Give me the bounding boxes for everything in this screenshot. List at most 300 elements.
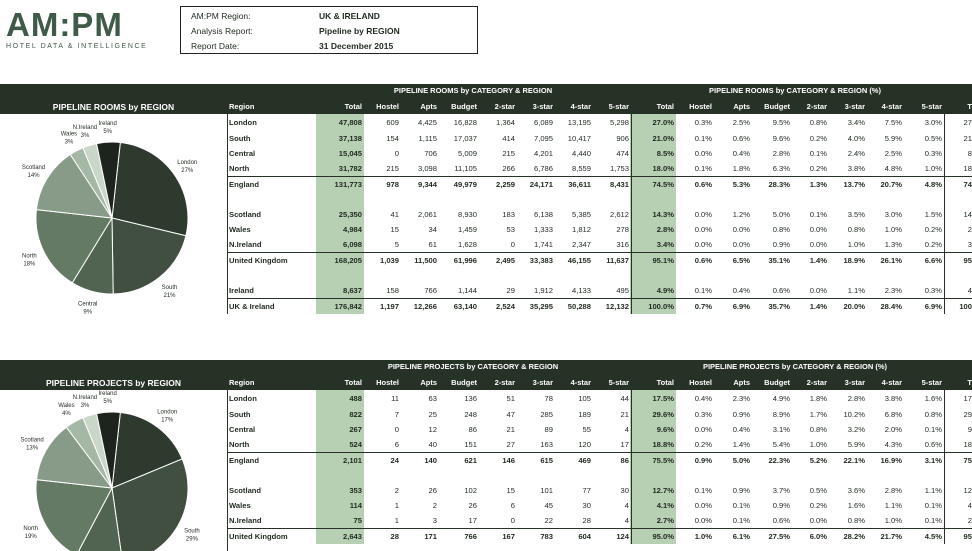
table-cell: 0.6% — [772, 286, 790, 295]
table-row — [227, 498, 972, 513]
table-cell: 1.0% — [884, 516, 902, 525]
table-cell: 2.5% — [732, 118, 750, 127]
table-cell: 95 — [963, 532, 972, 541]
table-cell: 0.0% — [694, 425, 712, 434]
table-cell: 10.2% — [843, 410, 865, 419]
pie-label-name: N.Ireland — [72, 125, 98, 132]
table-cell: 3.5% — [847, 210, 865, 219]
table-cell: 35.1% — [768, 256, 790, 265]
table-cell: 151 — [464, 440, 477, 449]
pie-label-name: South — [161, 284, 178, 291]
table-cell: 11,637 — [606, 256, 629, 265]
pie-label-name: Ireland — [98, 391, 117, 398]
table-cell: 33,383 — [529, 256, 553, 265]
info-label: Report Date: — [191, 41, 240, 51]
table-cell: 0.8% — [924, 410, 942, 419]
table-row — [227, 177, 972, 192]
table-cell: 61 — [428, 240, 437, 249]
table-cell: 6,098 — [342, 240, 362, 249]
column-header: Region — [229, 378, 255, 387]
table-cell: 22.1% — [843, 456, 865, 465]
table-row — [227, 437, 972, 452]
table-cell: 154 — [386, 134, 399, 143]
table-cell: 171 — [424, 532, 437, 541]
table-cell: 131,773 — [334, 180, 362, 189]
table-cell: 2.8% — [847, 394, 865, 403]
table-cell: 24 — [390, 456, 399, 465]
table-cell: 285 — [540, 410, 553, 419]
table-cell: 6,089 — [533, 118, 553, 127]
table-cell: 21 — [963, 134, 972, 143]
table-cell: 0.0% — [809, 225, 827, 234]
table-cell: 0 — [510, 240, 515, 249]
table-cell: 3,098 — [417, 164, 437, 173]
rooms-panel — [0, 84, 972, 316]
table-cell: 4,984 — [342, 225, 362, 234]
table-cell: 5.2% — [809, 456, 827, 465]
table-cell: 2.8% — [884, 486, 902, 495]
table-cell: 13,195 — [567, 118, 591, 127]
pie-label-percent: 13% — [26, 445, 39, 452]
table-cell: 6.9% — [732, 302, 750, 311]
table-cell: 40 — [428, 440, 437, 449]
table-cell: 0.8% — [847, 225, 865, 234]
table-cell: 163 — [540, 440, 553, 449]
table-cell: 0.3% — [694, 118, 712, 127]
table-cell: 1,741 — [533, 240, 553, 249]
table-cell: 266 — [502, 164, 515, 173]
table-cell: 6.6% — [924, 256, 942, 265]
table-cell: 4 — [624, 516, 629, 525]
table-cell: 3.0% — [924, 118, 942, 127]
table-cell: 0.6% — [694, 256, 712, 265]
table-cell: 0.0% — [694, 240, 712, 249]
table-cell: 10,417 — [567, 134, 591, 143]
table-cell: 3 — [967, 240, 972, 249]
table-cell: 1,628 — [457, 240, 477, 249]
column-header: Hostel — [689, 102, 712, 111]
table-cell: 1.3% — [809, 180, 827, 189]
table-cell: 30 — [582, 501, 591, 510]
info-value: Pipeline by REGION — [319, 26, 400, 36]
table-cell: 21 — [620, 410, 629, 419]
table-cell: 0.8% — [847, 516, 865, 525]
table-cell: 49,979 — [453, 180, 477, 189]
table-cell: 2.8% — [772, 149, 790, 158]
pie-label-name: Ireland — [98, 121, 117, 128]
column-header: Apts — [733, 378, 750, 387]
region-name: Wales — [229, 225, 251, 234]
region-name: England — [229, 180, 259, 189]
table-cell: 3.0% — [884, 210, 902, 219]
table-cell: 11,500 — [414, 256, 437, 265]
table-cell: 1,912 — [533, 286, 553, 295]
region-name: United Kingdom — [229, 532, 288, 541]
table-cell: 3.8% — [884, 394, 902, 403]
table-cell: 35.7% — [768, 302, 790, 311]
table-row — [227, 146, 972, 161]
region-name: N.Ireland — [229, 516, 262, 525]
table-cell: 16,828 — [453, 118, 477, 127]
table-cell: 9.6% — [656, 425, 674, 434]
table-cell: 1,144 — [457, 286, 477, 295]
table-cell: 0.9% — [772, 501, 790, 510]
column-header: 2-star — [806, 102, 827, 111]
table-cell: 5,385 — [571, 210, 591, 219]
table-cell: 6.8% — [884, 410, 902, 419]
table-cell: 5.9% — [884, 134, 902, 143]
table-cell: 6.9% — [924, 302, 942, 311]
region-name: Wales — [229, 501, 251, 510]
column-header: 5-star — [608, 102, 629, 111]
table-cell: 248 — [464, 410, 477, 419]
table-cell: 2.7% — [656, 516, 674, 525]
table-cell: 4,425 — [417, 118, 437, 127]
pie-label-percent: 3% — [80, 133, 90, 140]
column-header: 4-star — [570, 378, 591, 387]
table-cell: 2 — [967, 225, 972, 234]
table-cell: 766 — [424, 286, 437, 295]
table-cell: 168,205 — [334, 256, 362, 265]
region-name: London — [229, 118, 257, 127]
logo-subtitle: HOTEL DATA & INTELLIGENCE — [6, 43, 148, 50]
table-cell: 2,495 — [495, 256, 515, 265]
table-cell: 1.1% — [924, 486, 942, 495]
table-cell: 1.0% — [884, 225, 902, 234]
table-cell: 28.4% — [880, 302, 902, 311]
table-cell: 7 — [394, 410, 399, 419]
column-header: Apts — [733, 102, 750, 111]
column-header: Total — [656, 102, 674, 111]
table-cell: 4.9% — [772, 394, 790, 403]
table-cell: 1 — [394, 501, 399, 510]
table-cell: 74 — [963, 180, 972, 189]
table-cell: 3 — [432, 516, 437, 525]
table-cell: 2.3% — [732, 394, 750, 403]
column-header: Total — [344, 102, 362, 111]
region-name: London — [229, 394, 257, 403]
table-cell: 2,101 — [342, 456, 362, 465]
table-row — [227, 299, 972, 314]
table-cell: 9.5% — [772, 118, 790, 127]
table-cell: 18 — [963, 440, 972, 449]
table-cell: 0.2% — [924, 225, 942, 234]
table-cell: 1.7% — [809, 410, 827, 419]
column-header: Hostel — [376, 378, 399, 387]
column-header: 3-star — [844, 378, 865, 387]
table-cell: 100 — [959, 302, 972, 311]
rooms-counts-group-title: PIPELINE ROOMS by CATEGORY & REGION — [393, 86, 553, 95]
region-name: United Kingdom — [229, 256, 288, 265]
table-row — [227, 422, 972, 437]
table-cell: 1,197 — [379, 302, 399, 311]
table-cell: 822 — [349, 410, 362, 419]
table-cell: 469 — [578, 456, 591, 465]
table-cell: 95 — [963, 256, 972, 265]
table-cell: 2.3% — [884, 286, 902, 295]
table-cell: 1.8% — [732, 164, 750, 173]
table-row — [227, 453, 972, 468]
table-cell: 524 — [349, 440, 362, 449]
projects-panel — [0, 360, 972, 551]
rooms-pie-chart — [0, 114, 226, 314]
pie-label-percent: 3% — [80, 403, 90, 410]
pie-label-name: Wales — [58, 403, 75, 410]
column-header: 5-star — [608, 378, 629, 387]
table-cell: 31,782 — [338, 164, 362, 173]
column-header: 4-star — [881, 102, 902, 111]
table-cell: 136 — [464, 394, 477, 403]
column-header-row — [227, 376, 972, 390]
table-cell: 0.1% — [694, 164, 712, 173]
table-cell: 8.5% — [656, 149, 674, 158]
table-cell: 2,524 — [495, 302, 515, 311]
table-cell: 2,347 — [571, 240, 591, 249]
table-cell: 0.1% — [924, 501, 942, 510]
table-cell: 63 — [428, 394, 437, 403]
pie-label-name: Wales — [60, 131, 78, 138]
table-cell: 0.0% — [809, 516, 827, 525]
pie-label-percent: 14% — [27, 172, 40, 179]
pie-label-percent: 29% — [185, 536, 198, 543]
table-cell: 2,061 — [417, 210, 437, 219]
table-cell: 609 — [386, 118, 399, 127]
table-cell: 0.5% — [924, 134, 942, 143]
table-cell: 4 — [624, 501, 629, 510]
pie-label-percent: 27% — [181, 168, 194, 175]
table-cell: 45 — [544, 501, 553, 510]
table-cell: 1.4% — [809, 302, 827, 311]
table-cell: 28 — [390, 532, 399, 541]
table-cell: 89 — [544, 425, 553, 434]
table-cell: 36,611 — [568, 180, 591, 189]
pie-label-percent: 18% — [23, 261, 36, 268]
table-cell: 2.0% — [884, 425, 902, 434]
table-cell: 4.3% — [884, 440, 902, 449]
column-header: Apts — [420, 378, 437, 387]
table-cell: 51 — [506, 394, 515, 403]
table-cell: 77 — [582, 486, 591, 495]
table-cell: 11 — [391, 394, 399, 403]
total-rule — [227, 528, 972, 529]
table-cell: 4.1% — [656, 501, 674, 510]
table-cell: 1.0% — [847, 240, 865, 249]
table-cell: 20.7% — [880, 180, 902, 189]
table-cell: 5,009 — [457, 149, 477, 158]
table-cell: 1.5% — [924, 210, 942, 219]
table-cell: 316 — [616, 240, 629, 249]
table-cell: 1,039 — [379, 256, 399, 265]
projects-pie-title: PIPELINE PROJECTS by REGION — [0, 376, 227, 390]
table-cell: 0.1% — [924, 516, 942, 525]
table-cell: 1.1% — [847, 286, 865, 295]
table-cell: 189 — [578, 410, 591, 419]
table-cell: 8,559 — [571, 164, 591, 173]
table-cell: 12,132 — [605, 302, 629, 311]
table-cell: 706 — [424, 149, 437, 158]
table-cell: 0.8% — [809, 425, 827, 434]
column-header: 5-star — [921, 378, 942, 387]
table-cell: 5,298 — [609, 118, 629, 127]
table-cell: 0.9% — [694, 456, 712, 465]
table-cell: 0 — [510, 516, 515, 525]
table-cell: 14.3% — [652, 210, 674, 219]
table-cell: 4.8% — [924, 180, 942, 189]
table-cell: 20.0% — [843, 302, 865, 311]
table-cell: 604 — [578, 532, 591, 541]
column-header: 3-star — [532, 378, 553, 387]
table-cell: 3.1% — [924, 456, 942, 465]
table-cell: 3.6% — [847, 486, 865, 495]
table-cell: 86 — [468, 425, 477, 434]
table-cell: 6,138 — [533, 210, 553, 219]
table-cell: 414 — [502, 134, 515, 143]
table-cell: 5.0% — [772, 210, 790, 219]
table-cell: 101 — [540, 486, 553, 495]
pie-label-name: North — [22, 253, 37, 260]
table-cell: 6.0% — [809, 532, 827, 541]
table-cell: 25 — [428, 410, 437, 419]
table-row — [227, 222, 972, 237]
table-cell: 3.8% — [847, 164, 865, 173]
table-cell: 0.7% — [694, 302, 712, 311]
table-cell: 0.0% — [694, 501, 712, 510]
table-cell: 27.0% — [652, 118, 674, 127]
table-cell: 158 — [386, 286, 399, 295]
table-cell: 120 — [578, 440, 591, 449]
table-cell: 4,133 — [571, 286, 591, 295]
table-cell: 37,138 — [338, 134, 362, 143]
table-cell: 18 — [963, 164, 972, 173]
region-name: UK & Ireland — [229, 302, 275, 311]
table-cell: 215 — [386, 164, 399, 173]
pie-label-percent: 4% — [62, 411, 71, 418]
table-cell: 267 — [349, 425, 362, 434]
table-cell: 2.8% — [656, 225, 674, 234]
table-row — [227, 391, 972, 406]
total-rule — [227, 452, 972, 453]
table-cell: 29.6% — [652, 410, 674, 419]
table-cell: 615 — [540, 456, 553, 465]
pie-label-name: Scotland — [21, 164, 46, 171]
table-cell: 1,459 — [457, 225, 477, 234]
region-name: Scotland — [229, 486, 262, 495]
table-cell: 353 — [349, 486, 362, 495]
pie-label-name: Central — [78, 301, 98, 308]
table-cell: 495 — [616, 286, 629, 295]
table-cell: 0.4% — [694, 394, 712, 403]
table-cell: 95.1% — [652, 256, 674, 265]
table-cell: 1.6% — [924, 394, 942, 403]
table-cell: 21.0% — [652, 134, 674, 143]
table-cell: 0.1% — [732, 516, 750, 525]
pie-label-percent: 9% — [83, 309, 93, 314]
total-rule — [227, 176, 972, 177]
table-cell: 0.9% — [732, 486, 750, 495]
table-cell: 0.5% — [809, 486, 827, 495]
table-cell: 18.0% — [652, 164, 674, 173]
table-cell: 78 — [544, 394, 553, 403]
table-cell: 0.1% — [732, 501, 750, 510]
table-cell: 0.1% — [694, 286, 712, 295]
region-name: Central — [229, 425, 256, 434]
table-cell: 9 — [967, 425, 972, 434]
table-cell: 6.3% — [772, 164, 790, 173]
table-cell: 3.4% — [847, 118, 865, 127]
table-cell: 0 — [394, 425, 399, 434]
table-cell: 1.4% — [732, 440, 750, 449]
projects-pie-chart — [0, 390, 226, 551]
region-name: South — [229, 410, 251, 419]
region-name: N.Ireland — [229, 240, 262, 249]
table-cell: 35,295 — [529, 302, 553, 311]
table-cell: 124 — [616, 532, 629, 541]
table-cell: 21.7% — [880, 532, 902, 541]
table-cell: 1.3% — [884, 240, 902, 249]
table-cell: 2 — [967, 516, 972, 525]
table-cell: 0.6% — [732, 134, 750, 143]
table-cell: 100.0% — [648, 302, 674, 311]
table-cell: 75.5% — [652, 456, 674, 465]
table-cell: 74.5% — [652, 180, 674, 189]
table-cell: 0.2% — [809, 501, 827, 510]
table-cell: 1.0% — [809, 440, 827, 449]
table-cell: 1 — [394, 516, 399, 525]
column-header: Budget — [451, 378, 477, 387]
table-cell: 0.4% — [732, 149, 750, 158]
table-cell: 29 — [963, 410, 972, 419]
table-cell: 0.6% — [924, 440, 942, 449]
table-cell: 2,259 — [495, 180, 515, 189]
column-header: 4-star — [881, 378, 902, 387]
pie-label-name: N.Ireland — [72, 395, 98, 402]
column-header: Apts — [420, 102, 437, 111]
column-header: Region — [229, 102, 255, 111]
table-cell: 5.3% — [732, 180, 750, 189]
column-header: 4-star — [570, 102, 591, 111]
column-header: 3-star — [532, 102, 553, 111]
table-cell: 4 — [967, 286, 972, 295]
table-cell: 9,344 — [417, 180, 437, 189]
table-cell: 4.8% — [884, 164, 902, 173]
table-cell: 474 — [616, 149, 629, 158]
table-cell: 0.4% — [732, 425, 750, 434]
table-cell: 0.1% — [694, 134, 712, 143]
table-cell: 0.9% — [732, 410, 750, 419]
table-cell: 3.2% — [847, 425, 865, 434]
table-cell: 15 — [390, 225, 399, 234]
table-cell: 24,171 — [529, 180, 553, 189]
table-row — [227, 529, 972, 544]
table-cell: 4.9% — [656, 286, 674, 295]
table-cell: 12.7% — [652, 486, 674, 495]
table-cell: 0 — [394, 149, 399, 158]
table-cell: 0.2% — [809, 134, 827, 143]
table-cell: 47 — [506, 410, 515, 419]
column-header: 2-star — [806, 378, 827, 387]
table-cell: 61,996 — [453, 256, 477, 265]
column-header: Budget — [764, 102, 790, 111]
info-label: Analysis Report: — [191, 26, 253, 36]
table-cell: 30 — [620, 486, 629, 495]
column-header: 5-star — [921, 102, 942, 111]
table-cell: 28.3% — [768, 180, 790, 189]
table-cell: 17 — [620, 440, 629, 449]
table-cell: 0.6% — [694, 180, 712, 189]
table-cell: 176,842 — [334, 302, 362, 311]
table-cell: 0.1% — [809, 210, 827, 219]
table-row — [227, 283, 972, 298]
